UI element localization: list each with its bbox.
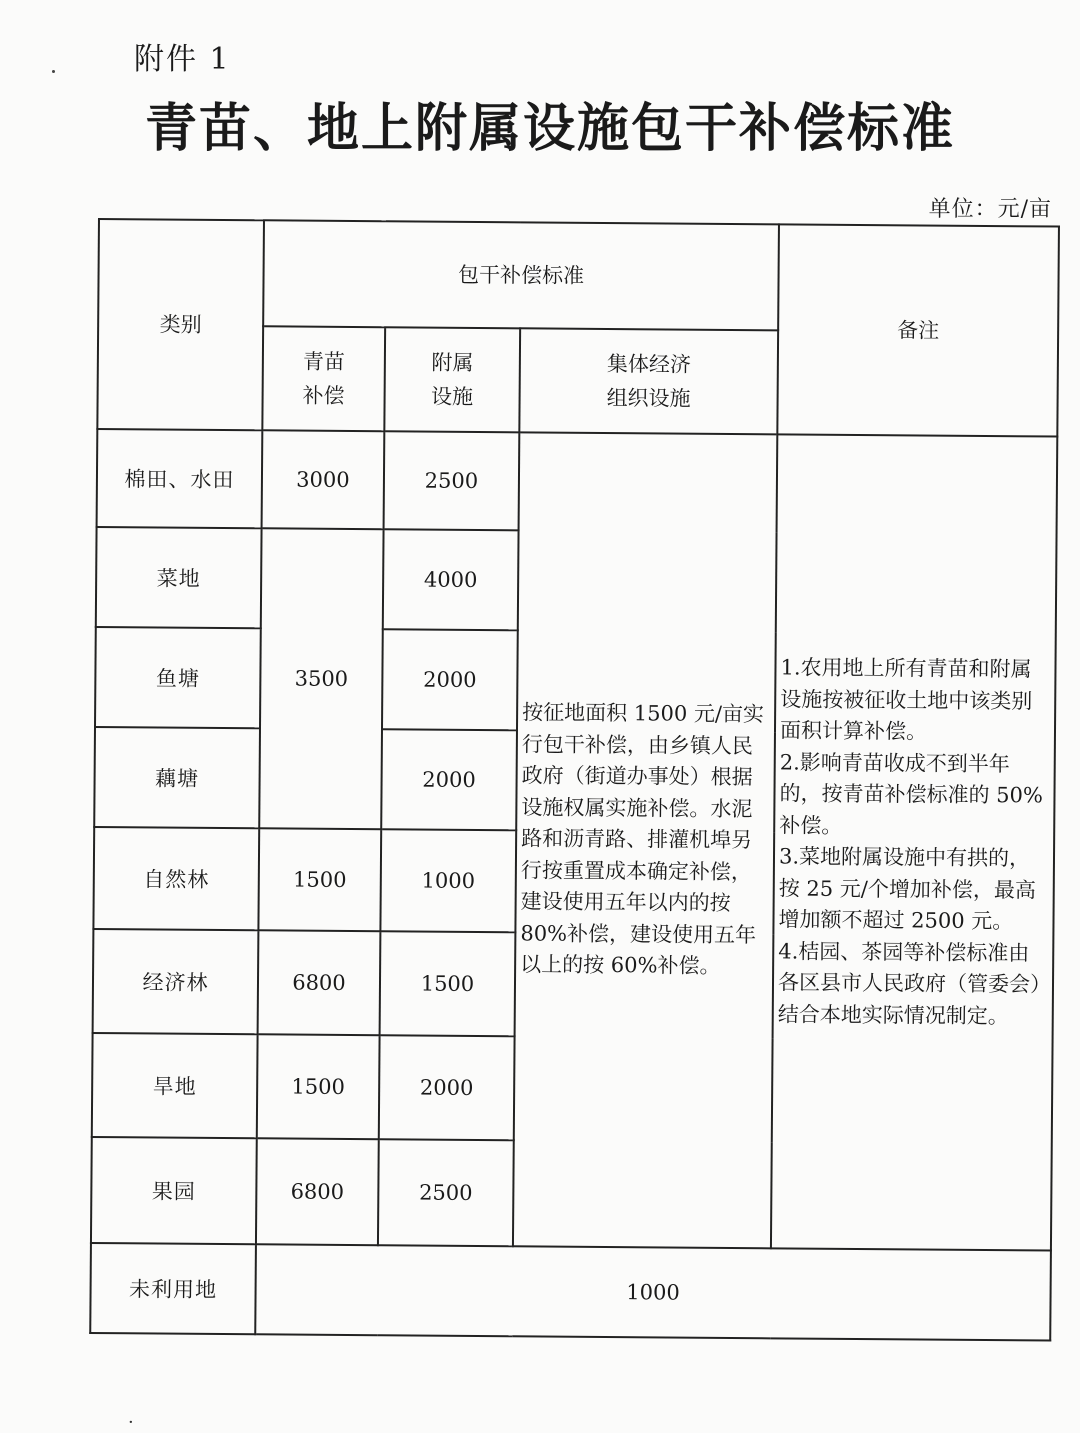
header-collective-line2: 组织设施 [606, 386, 691, 411]
row-facility: 1500 [380, 931, 516, 1036]
row-seedling-merged: 3500 [259, 528, 383, 829]
row-facility: 4000 [383, 529, 519, 630]
header-group: 包干补偿标准 [263, 220, 779, 330]
row-facility: 2500 [384, 431, 520, 530]
row-category: 菜地 [96, 527, 262, 628]
remark-item: 1.农用地上所有青苗和附属设施按被征收土地中该类别面积计算补偿。 [779, 655, 1033, 744]
row-seedling: 1500 [258, 828, 381, 931]
row-facility: 2000 [381, 729, 517, 830]
row-facility: 2500 [378, 1139, 514, 1246]
row-category: 藕塘 [94, 727, 260, 828]
header-seedling-line1: 青苗 [302, 349, 345, 374]
row-facility: 2000 [382, 629, 518, 730]
row-category: 旱地 [92, 1033, 258, 1138]
page-title: 青苗、地上附属设施包干补偿标准 [144, 99, 955, 159]
attachment-label: 附件 1 [134, 42, 231, 77]
row-category: 棉田、水田 [97, 429, 263, 528]
scan-speck [52, 70, 55, 73]
header-facility-line1: 附属 [431, 350, 474, 375]
unused-land-value: 1000 [255, 1244, 1051, 1340]
remark-item: 2.影响青苗收成不到半年的，按青苗补偿标准的 50%补偿。 [779, 749, 1043, 838]
unit-label: 单位：元/亩 [928, 197, 1052, 222]
header-category: 类别 [97, 219, 264, 430]
row-category: 经济林 [93, 929, 259, 1034]
header-facility [384, 327, 520, 432]
collective-note-cell [513, 432, 777, 1248]
row-category: 鱼塘 [95, 627, 261, 728]
remark-item: 3.菜地附属设施中有拱的，按 25 元/个增加补偿，最高增加额不超过 2500 元。 [778, 844, 1037, 934]
row-seedling: 6800 [256, 1138, 379, 1245]
row-category: 果园 [91, 1137, 257, 1244]
remarks-cell [771, 434, 1057, 1250]
collective-note: 按征地面积 1500 元/亩实行包干补偿，由乡镇人民政府（街道办事处）根据设施权属实施补偿。水泥路和沥青路、排灌机埠另行按重置成本确定补偿，建设使用五年以内的按 80%补偿，建设使用五年以上的按 60%补偿。 [520, 700, 765, 979]
header-facility-line2: 设施 [431, 384, 474, 409]
header-collective [519, 328, 778, 434]
compensation-table [89, 218, 1060, 1342]
row-seedling: 1500 [257, 1034, 380, 1139]
row-facility: 2000 [379, 1035, 515, 1140]
row-category: 自然林 [93, 827, 259, 930]
header-seedling [262, 326, 385, 431]
row-seedling: 6800 [258, 930, 381, 1035]
unused-land-category: 未利用地 [90, 1243, 256, 1334]
header-seedling-line2: 补偿 [302, 383, 345, 408]
header-remarks: 备注 [777, 224, 1059, 436]
page-fragment: · [128, 1412, 134, 1433]
remark-item: 4.桔园、茶园等补偿标准由各区县市人民政府（管委会）结合本地实际情况制定。 [777, 938, 1041, 1028]
row-seedling: 3000 [262, 430, 385, 529]
row-facility: 1000 [380, 829, 516, 932]
header-collective-line1: 集体经济 [606, 352, 691, 377]
